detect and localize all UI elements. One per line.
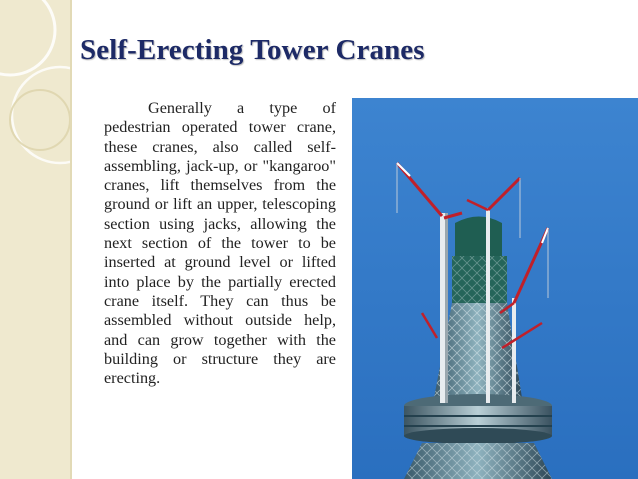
slide-body-paragraph: Generally a type of pedestrian operated tower crane, these cranes, also called self-assembling, jack-up, or "kangaroo" cranes, lift themselves from the ground or lift an upper, telescoping section using jacks, allowing the next section of the tower to be inserted at ground level or lifted into place by the partially erected crane itself. They can thus be assembled without outside help, and can grow together with the building or structure they are erecting.	[104, 99, 336, 388]
tower-illustration	[352, 98, 638, 479]
slide-title: Self-Erecting Tower Cranes	[80, 34, 425, 66]
tower-crane-photo	[352, 98, 638, 479]
decorative-side-band	[0, 0, 72, 479]
band-edge-line	[70, 0, 72, 479]
decorative-circles	[0, 0, 72, 479]
